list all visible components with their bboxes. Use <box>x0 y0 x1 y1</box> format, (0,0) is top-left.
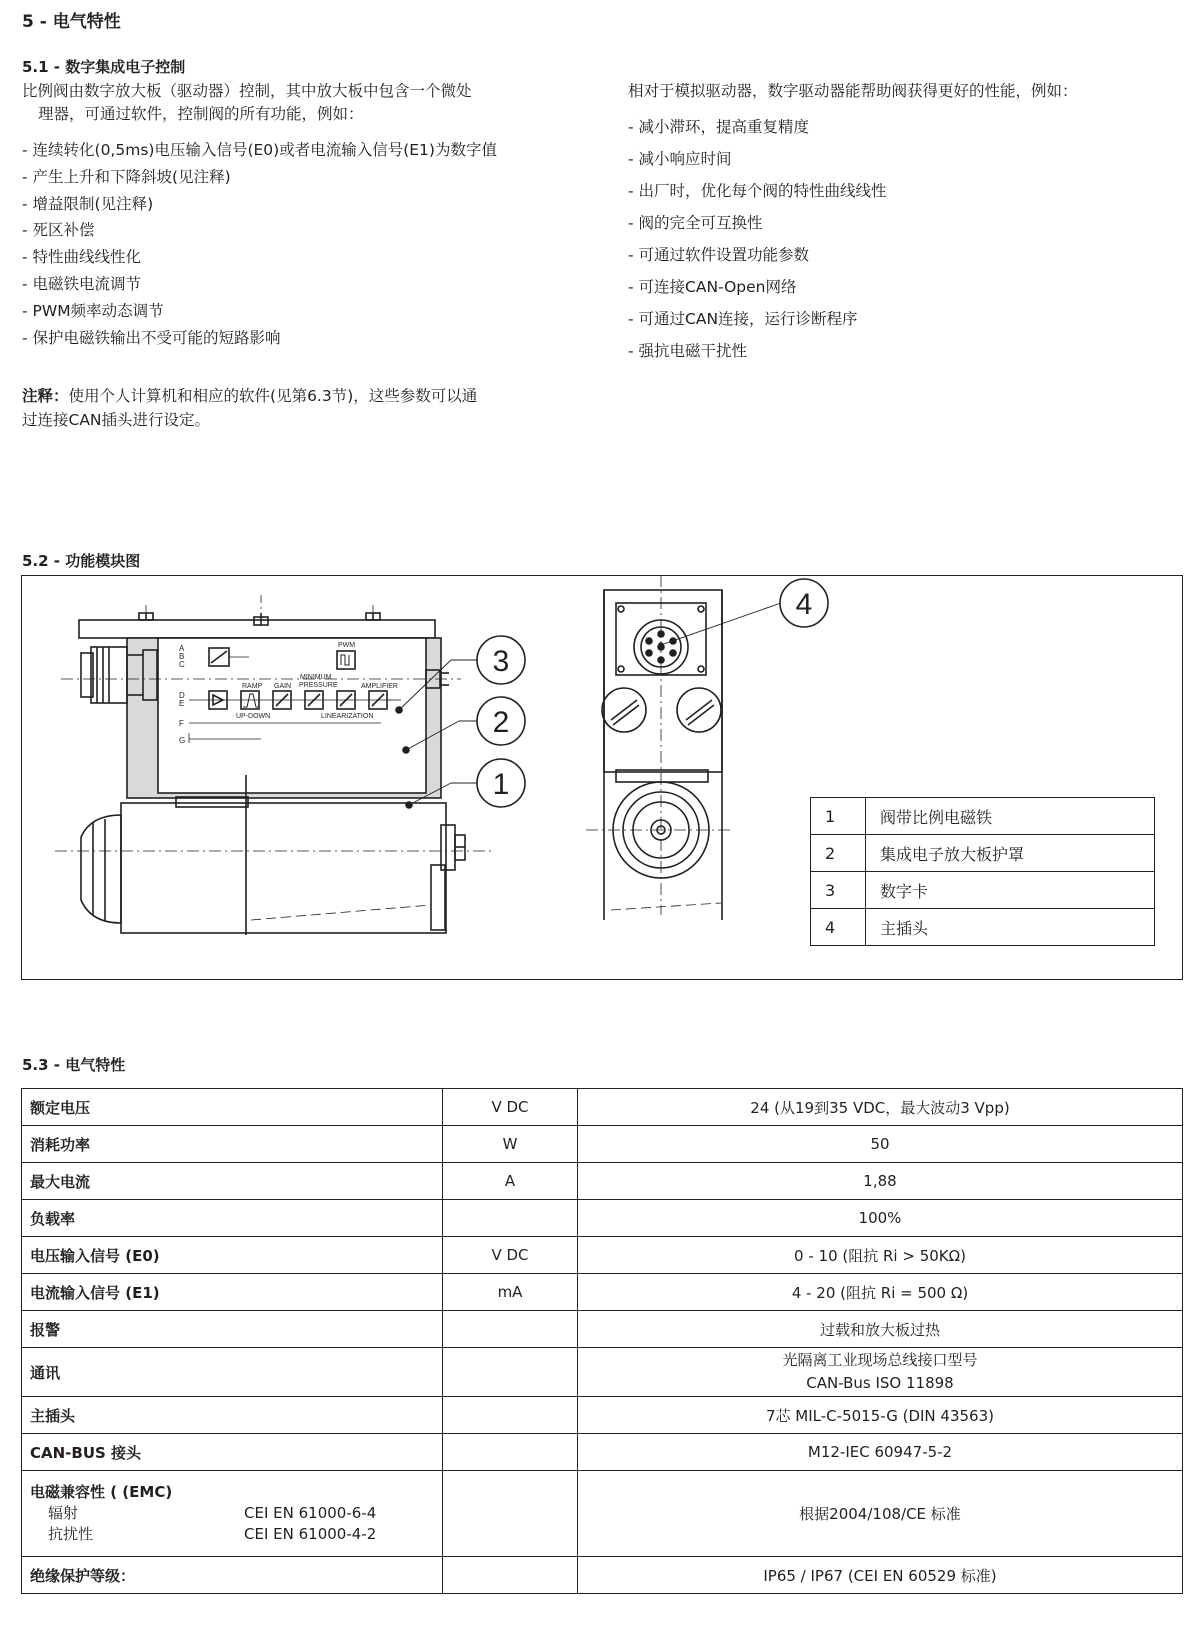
value-cell: 根据2004/108/CE 标准 <box>578 1471 1183 1557</box>
note-text: 使用个人计算机和相应的软件(见第6.3节)，这些参数可以通 <box>68 387 478 405</box>
legend-number: 2 <box>811 835 866 872</box>
subsection-title-5-3: 5.3 - 电气特性 <box>22 1056 126 1074</box>
advantage-list-item: - 减小滞环，提高重复精度 <box>628 118 810 136</box>
advantage-list-item: - 可连接CAN-Open网络 <box>628 278 797 296</box>
digital-card <box>158 638 426 793</box>
unit-cell: mA <box>443 1274 578 1311</box>
value-cell: 50 <box>578 1126 1183 1163</box>
param-cell: 绝缘保护等级： <box>22 1557 443 1594</box>
param-cell: 主插头 <box>22 1397 443 1434</box>
param-cell: 报警 <box>22 1311 443 1348</box>
emc-immunity-standard: CEI EN 61000-4-2 <box>244 1525 377 1543</box>
end-view-body <box>604 590 722 772</box>
unit-cell: V DC <box>443 1089 578 1126</box>
port-label-b: B <box>179 652 185 661</box>
advantage-list-item: - 出厂时，优化每个阀的特性曲线线性 <box>628 182 887 200</box>
param-cell: 负载率 <box>22 1200 443 1237</box>
callout-2-label: 2 <box>492 706 510 739</box>
legend-text: 阀带比例电磁铁 <box>866 798 1155 835</box>
note-label: 注释： <box>22 387 69 405</box>
amplifier-label: AMPLIFIER <box>361 683 398 690</box>
subsection-title-5-1: 5.1 - 数字集成电子控制 <box>22 58 186 76</box>
value-cell <box>578 1348 1183 1397</box>
port-label-a: A <box>179 644 185 653</box>
gain-label: GAIN <box>274 683 292 690</box>
legend-row <box>811 909 1155 946</box>
value-cell: IP65 / IP67 (CEI EN 60529 标准) <box>578 1557 1183 1594</box>
table-row <box>22 1089 1183 1126</box>
value-line2: CAN-Bus ISO 11898 <box>806 1374 954 1392</box>
value-cell: 1,88 <box>578 1163 1183 1200</box>
param-cell: CAN-BUS 接头 <box>22 1434 443 1471</box>
callout-4-label: 4 <box>795 588 813 621</box>
advantage-list-item: - 减小响应时间 <box>628 150 732 168</box>
value-cell: 0 - 10 (阻抗 Ri > 50KΩ) <box>578 1237 1183 1274</box>
feature-list-item: - 死区补偿 <box>22 221 95 239</box>
emc-immunity-label: 抗扰性 <box>48 1525 94 1543</box>
feature-list-item: - 连续转化(0,5ms)电压输入信号(E0)或者电流输入信号(E1)为数字值 <box>22 141 497 159</box>
port-label-d: D <box>179 691 185 700</box>
table-row <box>22 1126 1183 1163</box>
pressure-label: PRESSURE <box>299 682 338 689</box>
table-row <box>22 1200 1183 1237</box>
feature-list-item: - 特性曲线线性化 <box>22 248 142 266</box>
unit-cell <box>443 1557 578 1594</box>
param-cell: 电流输入信号 (E1) <box>22 1274 443 1311</box>
advantage-list-item: - 阀的完全可互换性 <box>628 214 763 232</box>
note-line2: 过连接CAN插头进行设定。 <box>22 411 211 429</box>
diagram-legend <box>810 797 1155 946</box>
minimum-label: MINIMUM <box>300 674 332 681</box>
solenoid-body <box>121 803 446 933</box>
emc-emission <box>30 1503 434 1524</box>
value-cell: 7芯 MIL-C-5015-G (DIN 43563) <box>578 1397 1183 1434</box>
unit-cell <box>443 1348 578 1397</box>
unit-cell: A <box>443 1163 578 1200</box>
param-cell: 消耗功率 <box>22 1126 443 1163</box>
table-row <box>22 1311 1183 1348</box>
feature-list-item: - 电磁铁电流调节 <box>22 275 142 293</box>
param-cell <box>22 1471 443 1557</box>
ramp-label: RAMP <box>242 683 263 690</box>
port-label-g: G <box>179 736 186 745</box>
port-label-e: E <box>179 699 185 708</box>
intro-text-line2: 理器，可通过软件，控制阀的所有功能，例如： <box>38 105 364 123</box>
emc-title: 电磁兼容性 ( (EMC) <box>30 1483 173 1501</box>
value-line1: 光隔离工业现场总线接口型号 <box>782 1351 978 1369</box>
param-cell: 通讯 <box>22 1348 443 1397</box>
note-line1 <box>22 389 477 405</box>
callout-3-label: 3 <box>492 645 510 678</box>
linearization-label: LINEARIZATION <box>321 713 374 720</box>
legend-row <box>811 835 1155 872</box>
top-mounting-plate <box>79 620 435 638</box>
section-title: 5 - 电气特性 <box>22 12 121 32</box>
electrical-spec-table <box>21 1088 1183 1594</box>
table-row <box>22 1163 1183 1200</box>
legend-number: 4 <box>811 909 866 946</box>
table-row <box>22 1348 1183 1397</box>
feature-list-item: - 保护电磁铁输出不受可能的短路影响 <box>22 329 281 347</box>
legend-row <box>811 872 1155 909</box>
updown-label: UP-DOWN <box>236 713 271 720</box>
value-cell: 过载和放大板过热 <box>578 1311 1183 1348</box>
legend-text: 集成电子放大板护罩 <box>866 835 1155 872</box>
pwm-label: PWM <box>338 642 356 649</box>
legend-text: 主插头 <box>866 909 1155 946</box>
legend-row <box>811 798 1155 835</box>
port-label-f: F <box>179 719 184 728</box>
advantage-list-item: - 可通过软件设置功能参数 <box>628 246 810 264</box>
emc-immunity <box>30 1524 434 1545</box>
table-row <box>22 1274 1183 1311</box>
subsection-title-5-2: 5.2 - 功能模块图 <box>22 552 141 570</box>
unit-cell: W <box>443 1126 578 1163</box>
table-row-emc <box>22 1471 1183 1557</box>
table-row <box>22 1434 1183 1471</box>
param-cell: 电压输入信号 (E0) <box>22 1237 443 1274</box>
param-cell: 额定电压 <box>22 1089 443 1126</box>
unit-cell <box>443 1471 578 1557</box>
table-row <box>22 1397 1183 1434</box>
right-intro: 相对于模拟驱动器，数字驱动器能帮助阀获得更好的性能，例如： <box>628 82 1078 100</box>
intro-text-line1: 比例阀由数字放大板（驱动器）控制，其中放大板中包含一个微处 <box>22 82 472 100</box>
table-row <box>22 1237 1183 1274</box>
callout-1-label: 1 <box>492 768 510 801</box>
unit-cell <box>443 1397 578 1434</box>
param-cell: 最大电流 <box>22 1163 443 1200</box>
feature-list-item: - 增益限制(见注释) <box>22 195 154 213</box>
unit-cell <box>443 1311 578 1348</box>
unit-cell: V DC <box>443 1237 578 1274</box>
legend-number: 3 <box>811 872 866 909</box>
value-cell: 4 - 20 (阻抗 Ri = 500 Ω) <box>578 1274 1183 1311</box>
emc-emission-standard: CEI EN 61000-6-4 <box>244 1504 377 1522</box>
advantage-list-item: - 可通过CAN连接，运行诊断程序 <box>628 310 858 328</box>
value-cell: 24 (从19到35 VDC，最大波动3 Vpp) <box>578 1089 1183 1126</box>
advantage-list-item: - 强抗电磁干扰性 <box>628 342 748 360</box>
value-cell: M12-IEC 60947-5-2 <box>578 1434 1183 1471</box>
feature-list-item: - PWM频率动态调节 <box>22 302 164 320</box>
unit-cell <box>443 1434 578 1471</box>
table-row <box>22 1557 1183 1594</box>
legend-number: 1 <box>811 798 866 835</box>
emc-emission-label: 辐射 <box>48 1504 79 1522</box>
feature-list-item: - 产生上升和下降斜坡(见注释) <box>22 168 231 186</box>
value-cell: 100% <box>578 1200 1183 1237</box>
legend-text: 数字卡 <box>866 872 1155 909</box>
port-label-c: C <box>179 660 185 669</box>
unit-cell <box>443 1200 578 1237</box>
